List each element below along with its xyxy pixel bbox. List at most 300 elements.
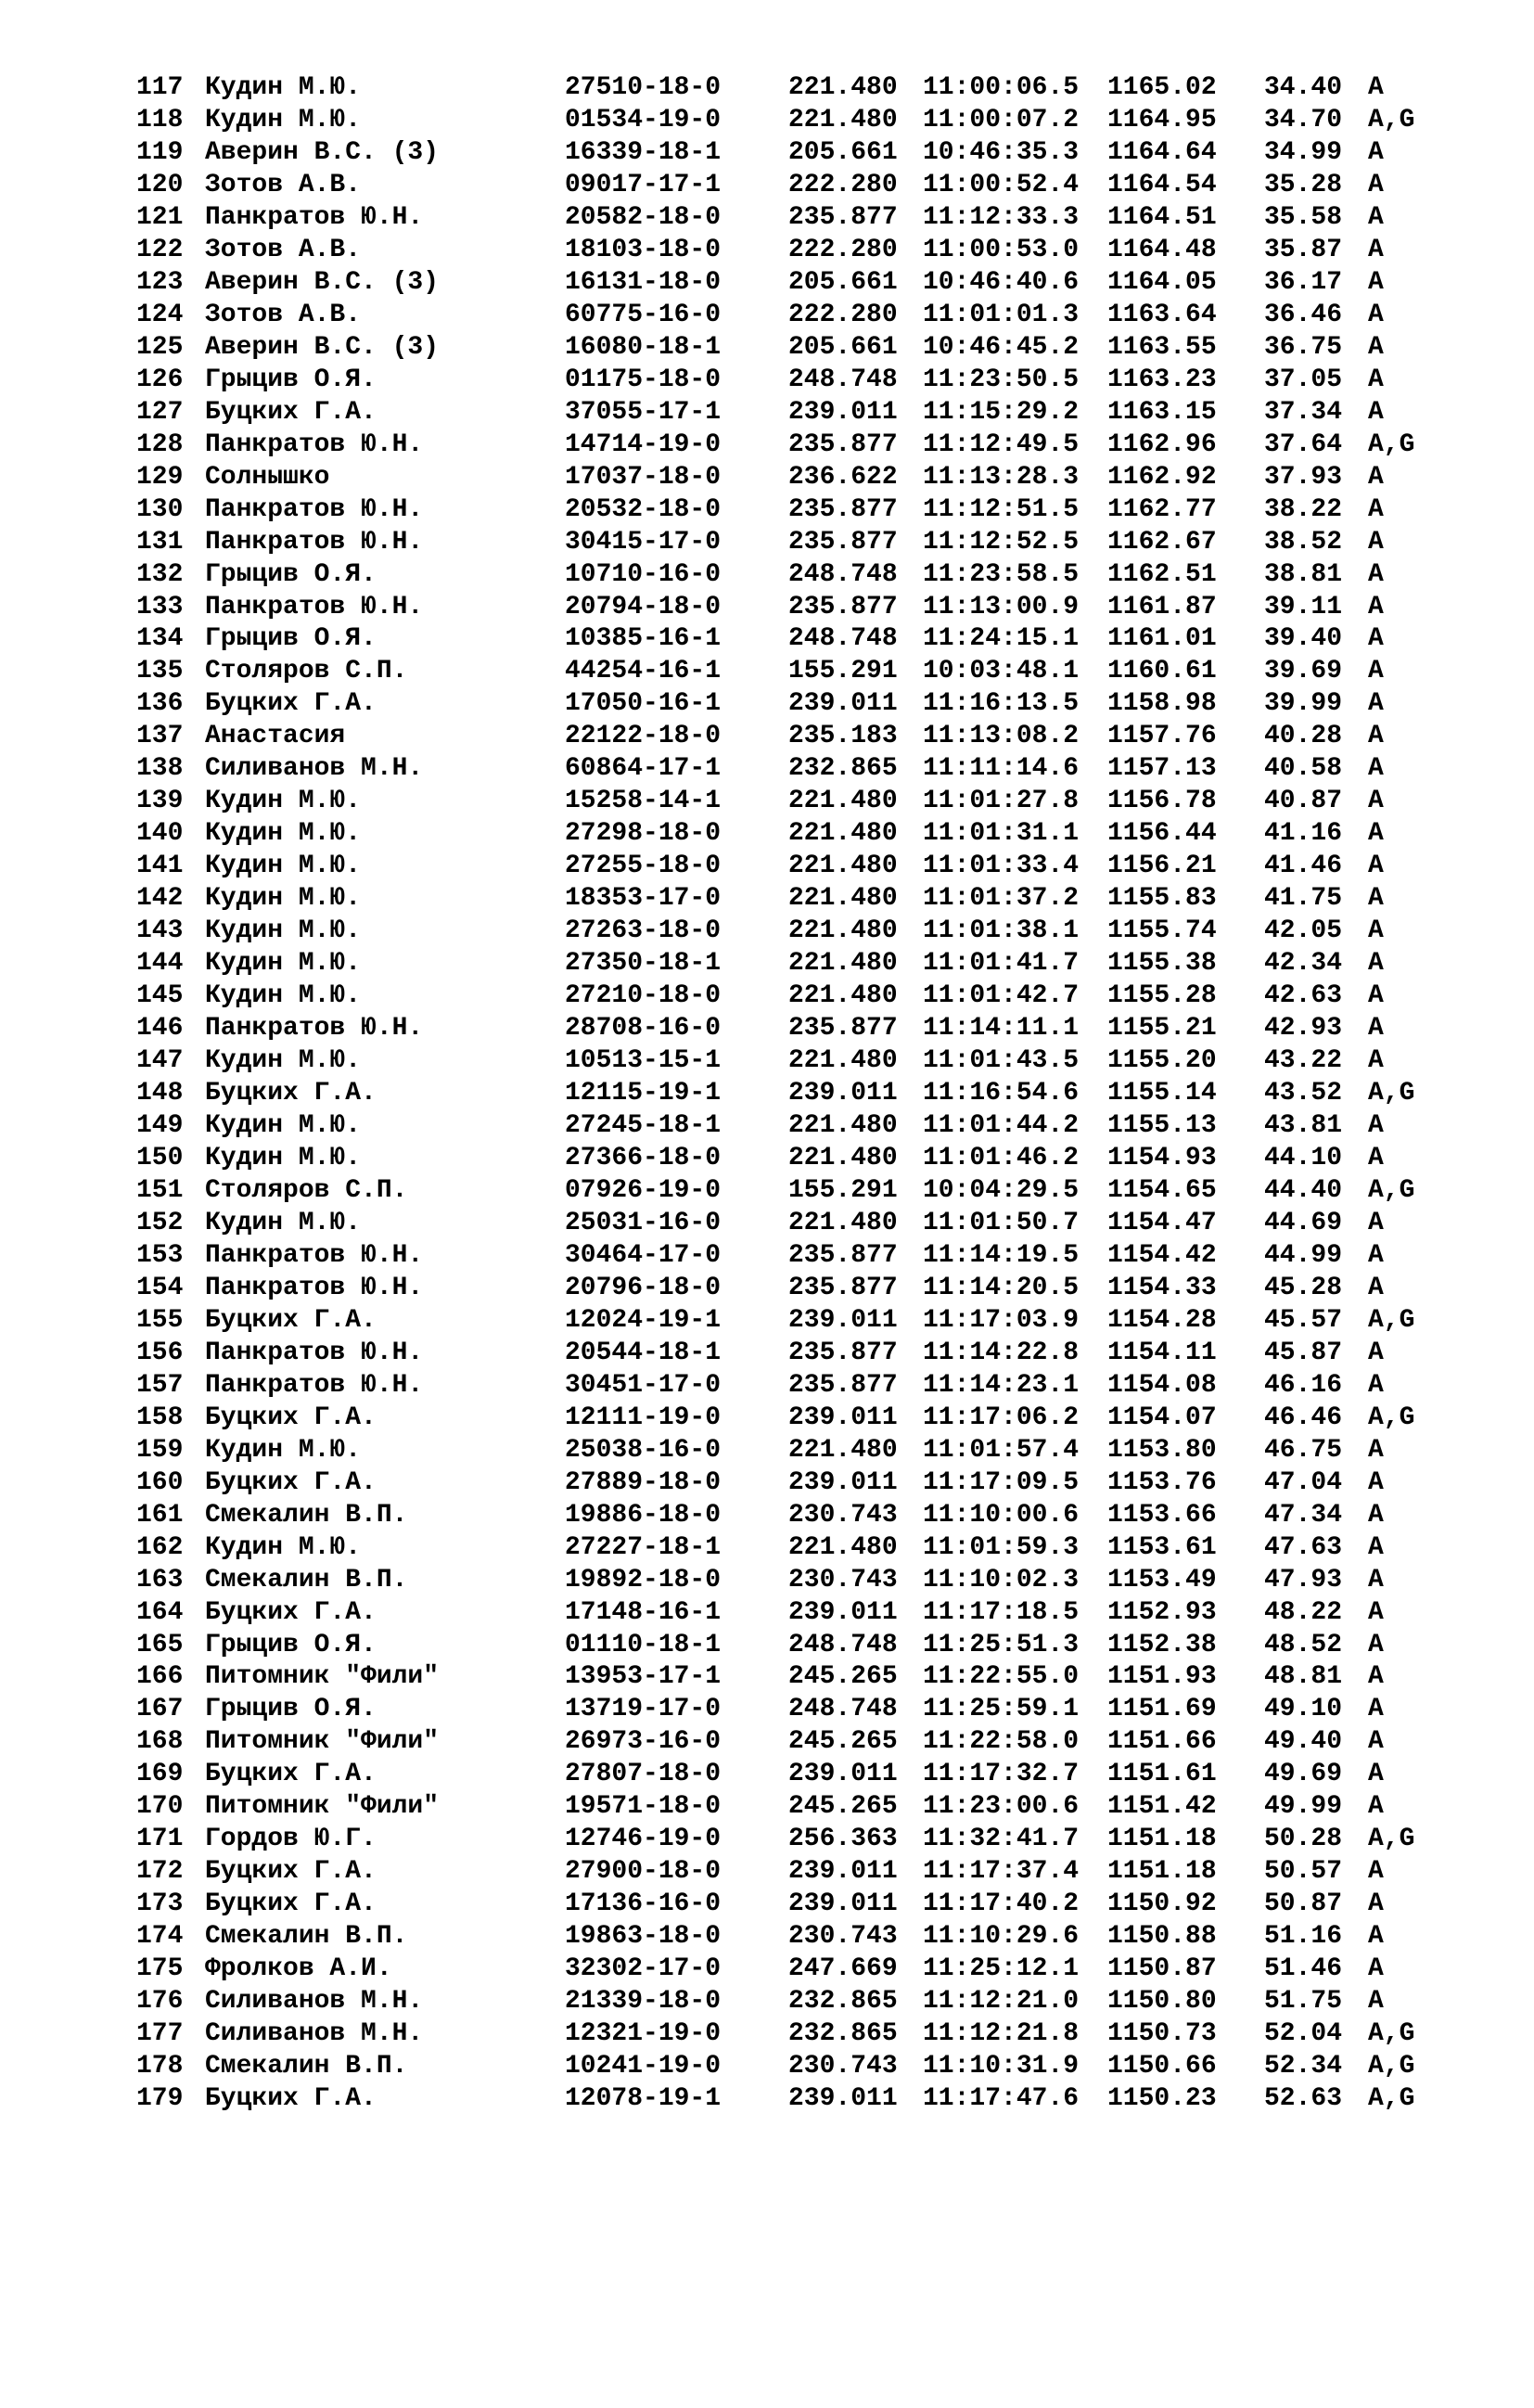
fancier-name: Буцких Г.А. xyxy=(205,2084,377,2114)
distance: 221.480 xyxy=(788,949,898,979)
coefficient: 34.99 xyxy=(1264,137,1343,167)
category-mark: A xyxy=(1368,1889,1384,1919)
arrival-time: 11:12:21.0 xyxy=(923,1987,1080,2017)
distance: 221.480 xyxy=(788,1435,898,1465)
speed: 1162.77 xyxy=(1107,494,1217,524)
distance: 248.748 xyxy=(788,1695,898,1724)
arrival-time: 11:12:52.5 xyxy=(923,527,1080,557)
arrival-time: 11:16:13.5 xyxy=(923,689,1080,719)
coefficient: 44.99 xyxy=(1264,1240,1343,1270)
list-item xyxy=(136,818,1384,851)
category-mark: A xyxy=(1368,787,1384,816)
list-item xyxy=(136,1273,1384,1305)
list-item xyxy=(136,1175,1415,1208)
category-mark: A xyxy=(1368,722,1384,751)
distance: 239.011 xyxy=(788,1857,898,1887)
list-item xyxy=(136,1661,1384,1694)
speed: 1152.93 xyxy=(1107,1597,1217,1627)
speed: 1155.28 xyxy=(1107,981,1217,1011)
list-item xyxy=(136,429,1415,462)
arrival-time: 11:10:02.3 xyxy=(923,1565,1080,1595)
ring-number: 27350-18-1 xyxy=(565,949,722,979)
fancier-name: Кудин М.Ю. xyxy=(205,916,362,946)
speed: 1150.80 xyxy=(1107,1987,1217,2017)
speed: 1150.87 xyxy=(1107,1954,1217,1984)
list-item xyxy=(136,592,1384,624)
arrival-time: 11:12:51.5 xyxy=(923,494,1080,524)
fancier-name: Кудин М.Ю. xyxy=(205,73,362,102)
speed: 1155.13 xyxy=(1107,1111,1217,1140)
arrival-time: 11:11:14.6 xyxy=(923,754,1080,784)
speed: 1155.14 xyxy=(1107,1079,1217,1108)
distance: 235.183 xyxy=(788,722,898,751)
list-item xyxy=(136,1500,1384,1532)
list-item xyxy=(136,1305,1415,1338)
place-number: 129 xyxy=(136,462,184,492)
arrival-time: 11:01:27.8 xyxy=(923,787,1080,816)
fancier-name: Кудин М.Ю. xyxy=(205,819,362,849)
ring-number: 27227-18-1 xyxy=(565,1532,722,1562)
coefficient: 52.63 xyxy=(1264,2084,1343,2114)
distance: 205.661 xyxy=(788,267,898,297)
category-mark: A xyxy=(1368,1922,1384,1952)
coefficient: 43.81 xyxy=(1264,1111,1343,1140)
coefficient: 37.64 xyxy=(1264,429,1343,459)
speed: 1153.66 xyxy=(1107,1500,1217,1530)
category-mark: A,G xyxy=(1368,429,1415,459)
fancier-name: Питомник "Фили" xyxy=(205,1792,440,1822)
speed: 1155.20 xyxy=(1107,1046,1217,1076)
speed: 1156.78 xyxy=(1107,787,1217,816)
fancier-name: Кудин М.Ю. xyxy=(205,787,362,816)
fancier-name: Аверин В.С. (3) xyxy=(205,332,440,362)
speed: 1151.69 xyxy=(1107,1695,1217,1724)
category-mark: A xyxy=(1368,1500,1384,1530)
distance: 232.865 xyxy=(788,2019,898,2049)
distance: 235.877 xyxy=(788,429,898,459)
arrival-time: 11:12:49.5 xyxy=(923,429,1080,459)
category-mark: A xyxy=(1368,1467,1384,1497)
place-number: 167 xyxy=(136,1695,184,1724)
arrival-time: 11:00:07.2 xyxy=(923,105,1080,134)
speed: 1162.51 xyxy=(1107,559,1217,589)
arrival-time: 11:13:28.3 xyxy=(923,462,1080,492)
ring-number: 16339-18-1 xyxy=(565,137,722,167)
coefficient: 45.87 xyxy=(1264,1338,1343,1367)
ring-number: 07926-19-0 xyxy=(565,1175,722,1205)
place-number: 172 xyxy=(136,1857,184,1887)
speed: 1163.23 xyxy=(1107,365,1217,394)
ring-number: 25031-16-0 xyxy=(565,1208,722,1237)
category-mark: A xyxy=(1368,462,1384,492)
place-number: 119 xyxy=(136,137,184,167)
coefficient: 39.99 xyxy=(1264,689,1343,719)
fancier-name: Зотов А.В. xyxy=(205,170,362,199)
coefficient: 44.10 xyxy=(1264,1143,1343,1172)
arrival-time: 10:46:40.6 xyxy=(923,267,1080,297)
category-mark: A xyxy=(1368,73,1384,102)
speed: 1153.80 xyxy=(1107,1435,1217,1465)
coefficient: 45.28 xyxy=(1264,1273,1343,1302)
ring-number: 19863-18-0 xyxy=(565,1922,722,1952)
arrival-time: 11:17:37.4 xyxy=(923,1857,1080,1887)
category-mark: A xyxy=(1368,916,1384,946)
distance: 222.280 xyxy=(788,300,898,329)
ring-number: 27255-18-0 xyxy=(565,852,722,881)
place-number: 150 xyxy=(136,1143,184,1172)
list-item xyxy=(136,202,1384,235)
list-item xyxy=(136,1532,1384,1565)
place-number: 124 xyxy=(136,300,184,329)
ring-number: 16080-18-1 xyxy=(565,332,722,362)
coefficient: 49.69 xyxy=(1264,1760,1343,1789)
distance: 245.265 xyxy=(788,1662,898,1692)
category-mark: A,G xyxy=(1368,1305,1415,1335)
fancier-name: Гордов Ю.Г. xyxy=(205,1825,377,1854)
list-item xyxy=(136,2083,1415,2116)
ring-number: 01534-19-0 xyxy=(565,105,722,134)
fancier-name: Аверин В.С. (3) xyxy=(205,137,440,167)
ring-number: 27263-18-0 xyxy=(565,916,722,946)
place-number: 146 xyxy=(136,1014,184,1044)
distance: 230.743 xyxy=(788,2052,898,2081)
ring-number: 01110-18-1 xyxy=(565,1630,722,1659)
place-number: 126 xyxy=(136,365,184,394)
fancier-name: Питомник "Фили" xyxy=(205,1662,440,1692)
arrival-time: 11:17:18.5 xyxy=(923,1597,1080,1627)
ring-number: 27889-18-0 xyxy=(565,1467,722,1497)
distance: 247.669 xyxy=(788,1954,898,1984)
ring-number: 14714-19-0 xyxy=(565,429,722,459)
arrival-time: 10:04:29.5 xyxy=(923,1175,1080,1205)
list-item xyxy=(136,1791,1384,1824)
arrival-time: 11:17:09.5 xyxy=(923,1467,1080,1497)
fancier-name: Панкратов Ю.Н. xyxy=(205,1338,424,1367)
ring-number: 20794-18-0 xyxy=(565,592,722,621)
place-number: 144 xyxy=(136,949,184,979)
distance: 239.011 xyxy=(788,1305,898,1335)
place-number: 139 xyxy=(136,787,184,816)
fancier-name: Силиванов М.Н. xyxy=(205,2019,424,2049)
ring-number: 27245-18-1 xyxy=(565,1111,722,1140)
category-mark: A,G xyxy=(1368,105,1415,134)
fancier-name: Кудин М.Ю. xyxy=(205,105,362,134)
fancier-name: Грыцив О.Я. xyxy=(205,559,377,589)
list-item xyxy=(136,1045,1384,1078)
list-item xyxy=(136,1565,1384,1597)
category-mark: A xyxy=(1368,754,1384,784)
arrival-time: 11:16:54.6 xyxy=(923,1079,1080,1108)
distance: 155.291 xyxy=(788,1175,898,1205)
arrival-time: 11:13:00.9 xyxy=(923,592,1080,621)
category-mark: A xyxy=(1368,1662,1384,1692)
fancier-name: Буцких Г.А. xyxy=(205,1305,377,1335)
speed: 1153.49 xyxy=(1107,1565,1217,1595)
place-number: 170 xyxy=(136,1792,184,1822)
place-number: 133 xyxy=(136,592,184,621)
distance: 248.748 xyxy=(788,365,898,394)
coefficient: 39.40 xyxy=(1264,624,1343,654)
category-mark: A xyxy=(1368,494,1384,524)
coefficient: 39.69 xyxy=(1264,657,1343,686)
speed: 1164.54 xyxy=(1107,170,1217,199)
place-number: 135 xyxy=(136,657,184,686)
arrival-time: 11:12:21.8 xyxy=(923,2019,1080,2049)
fancier-name: Кудин М.Ю. xyxy=(205,1046,362,1076)
ring-number: 20544-18-1 xyxy=(565,1338,722,1367)
ring-number: 19571-18-0 xyxy=(565,1792,722,1822)
place-number: 164 xyxy=(136,1597,184,1627)
speed: 1153.76 xyxy=(1107,1467,1217,1497)
category-mark: A xyxy=(1368,1727,1384,1757)
speed: 1155.21 xyxy=(1107,1014,1217,1044)
list-item xyxy=(136,851,1384,883)
distance: 221.480 xyxy=(788,1143,898,1172)
category-mark: A xyxy=(1368,1630,1384,1659)
coefficient: 37.93 xyxy=(1264,462,1343,492)
distance: 256.363 xyxy=(788,1825,898,1854)
speed: 1151.18 xyxy=(1107,1857,1217,1887)
coefficient: 50.87 xyxy=(1264,1889,1343,1919)
fancier-name: Панкратов Ю.Н. xyxy=(205,527,424,557)
category-mark: A xyxy=(1368,267,1384,297)
distance: 221.480 xyxy=(788,787,898,816)
speed: 1154.33 xyxy=(1107,1273,1217,1302)
arrival-time: 11:00:52.4 xyxy=(923,170,1080,199)
place-number: 125 xyxy=(136,332,184,362)
place-number: 148 xyxy=(136,1079,184,1108)
coefficient: 47.34 xyxy=(1264,1500,1343,1530)
coefficient: 42.34 xyxy=(1264,949,1343,979)
speed: 1164.64 xyxy=(1107,137,1217,167)
fancier-name: Столяров С.П. xyxy=(205,1175,408,1205)
distance: 221.480 xyxy=(788,852,898,881)
list-item xyxy=(136,1403,1415,1435)
fancier-name: Кудин М.Ю. xyxy=(205,1111,362,1140)
place-number: 168 xyxy=(136,1727,184,1757)
list-item xyxy=(136,462,1384,494)
arrival-time: 11:01:43.5 xyxy=(923,1046,1080,1076)
fancier-name: Буцких Г.А. xyxy=(205,1467,377,1497)
distance: 235.877 xyxy=(788,1370,898,1400)
fancier-name: Кудин М.Ю. xyxy=(205,949,362,979)
speed: 1150.92 xyxy=(1107,1889,1217,1919)
place-number: 120 xyxy=(136,170,184,199)
coefficient: 35.87 xyxy=(1264,235,1343,264)
distance: 205.661 xyxy=(788,332,898,362)
category-mark: A xyxy=(1368,1208,1384,1237)
ring-number: 10513-15-1 xyxy=(565,1046,722,1076)
ring-number: 13953-17-1 xyxy=(565,1662,722,1692)
list-item xyxy=(136,2018,1415,2051)
category-mark: A,G xyxy=(1368,2084,1415,2114)
ring-number: 09017-17-1 xyxy=(565,170,722,199)
category-mark: A,G xyxy=(1368,1403,1415,1432)
list-item xyxy=(136,688,1384,721)
fancier-name: Столяров С.П. xyxy=(205,657,408,686)
place-number: 142 xyxy=(136,884,184,914)
category-mark: A xyxy=(1368,527,1384,557)
speed: 1161.87 xyxy=(1107,592,1217,621)
list-item xyxy=(136,397,1384,429)
category-mark: A xyxy=(1368,1143,1384,1172)
fancier-name: Кудин М.Ю. xyxy=(205,981,362,1011)
coefficient: 42.63 xyxy=(1264,981,1343,1011)
arrival-time: 11:24:15.1 xyxy=(923,624,1080,654)
category-mark: A xyxy=(1368,1532,1384,1562)
ring-number: 20796-18-0 xyxy=(565,1273,722,1302)
fancier-name: Панкратов Ю.Н. xyxy=(205,1370,424,1400)
ring-number: 60864-17-1 xyxy=(565,754,722,784)
place-number: 158 xyxy=(136,1403,184,1432)
arrival-time: 11:17:06.2 xyxy=(923,1403,1080,1432)
list-item xyxy=(136,1370,1384,1403)
place-number: 118 xyxy=(136,105,184,134)
ring-number: 17136-16-0 xyxy=(565,1889,722,1919)
list-item xyxy=(136,1338,1384,1370)
category-mark: A,G xyxy=(1368,1175,1415,1205)
arrival-time: 11:14:22.8 xyxy=(923,1338,1080,1367)
ring-number: 26973-16-0 xyxy=(565,1727,722,1757)
place-number: 137 xyxy=(136,722,184,751)
place-number: 136 xyxy=(136,689,184,719)
speed: 1161.01 xyxy=(1107,624,1217,654)
category-mark: A xyxy=(1368,1046,1384,1076)
list-item xyxy=(136,948,1384,980)
coefficient: 52.04 xyxy=(1264,2019,1343,2049)
place-number: 153 xyxy=(136,1240,184,1270)
list-item xyxy=(136,623,1384,656)
coefficient: 44.40 xyxy=(1264,1175,1343,1205)
ring-number: 27510-18-0 xyxy=(565,73,722,102)
category-mark: A xyxy=(1368,1273,1384,1302)
ring-number: 12321-19-0 xyxy=(565,2019,722,2049)
distance: 239.011 xyxy=(788,1403,898,1432)
speed: 1154.65 xyxy=(1107,1175,1217,1205)
list-item xyxy=(136,1759,1384,1791)
list-item xyxy=(136,980,1384,1013)
list-item xyxy=(136,1824,1415,1856)
coefficient: 43.52 xyxy=(1264,1079,1343,1108)
place-number: 157 xyxy=(136,1370,184,1400)
distance: 221.480 xyxy=(788,884,898,914)
place-number: 165 xyxy=(136,1630,184,1659)
coefficient: 51.16 xyxy=(1264,1922,1343,1952)
arrival-time: 11:17:03.9 xyxy=(923,1305,1080,1335)
category-mark: A xyxy=(1368,884,1384,914)
arrival-time: 11:10:29.6 xyxy=(923,1922,1080,1952)
list-item xyxy=(136,1467,1384,1500)
category-mark: A xyxy=(1368,332,1384,362)
arrival-time: 11:10:31.9 xyxy=(923,2052,1080,2081)
list-item xyxy=(136,2051,1415,2083)
ring-number: 37055-17-1 xyxy=(565,397,722,427)
arrival-time: 11:14:23.1 xyxy=(923,1370,1080,1400)
place-number: 138 xyxy=(136,754,184,784)
fancier-name: Кудин М.Ю. xyxy=(205,1143,362,1172)
arrival-time: 10:46:45.2 xyxy=(923,332,1080,362)
distance: 239.011 xyxy=(788,1889,898,1919)
list-item xyxy=(136,721,1384,753)
arrival-time: 11:00:06.5 xyxy=(923,73,1080,102)
distance: 235.877 xyxy=(788,1273,898,1302)
fancier-name: Кудин М.Ю. xyxy=(205,1532,362,1562)
category-mark: A xyxy=(1368,592,1384,621)
category-mark: A xyxy=(1368,1370,1384,1400)
coefficient: 45.57 xyxy=(1264,1305,1343,1335)
speed: 1155.74 xyxy=(1107,916,1217,946)
distance: 222.280 xyxy=(788,170,898,199)
distance: 239.011 xyxy=(788,2084,898,2114)
speed: 1158.98 xyxy=(1107,689,1217,719)
ring-number: 27298-18-0 xyxy=(565,819,722,849)
distance: 232.865 xyxy=(788,1987,898,2017)
ring-number: 27366-18-0 xyxy=(565,1143,722,1172)
category-mark: A xyxy=(1368,624,1384,654)
list-item xyxy=(136,105,1415,137)
place-number: 171 xyxy=(136,1825,184,1854)
list-item xyxy=(136,72,1384,105)
arrival-time: 11:17:47.6 xyxy=(923,2084,1080,2114)
list-item xyxy=(136,656,1384,688)
arrival-time: 11:22:58.0 xyxy=(923,1727,1080,1757)
arrival-time: 11:32:41.7 xyxy=(923,1825,1080,1854)
distance: 235.877 xyxy=(788,1240,898,1270)
speed: 1156.21 xyxy=(1107,852,1217,881)
list-item xyxy=(136,883,1384,916)
fancier-name: Кудин М.Ю. xyxy=(205,884,362,914)
ring-number: 28708-16-0 xyxy=(565,1014,722,1044)
speed: 1154.11 xyxy=(1107,1338,1217,1367)
category-mark: A xyxy=(1368,949,1384,979)
speed: 1155.83 xyxy=(1107,884,1217,914)
fancier-name: Буцких Г.А. xyxy=(205,397,377,427)
coefficient: 51.75 xyxy=(1264,1987,1343,2017)
ring-number: 01175-18-0 xyxy=(565,365,722,394)
place-number: 178 xyxy=(136,2052,184,2081)
arrival-time: 11:17:40.2 xyxy=(923,1889,1080,1919)
place-number: 161 xyxy=(136,1500,184,1530)
distance: 221.480 xyxy=(788,73,898,102)
category-mark: A,G xyxy=(1368,2019,1415,2049)
ring-number: 27210-18-0 xyxy=(565,981,722,1011)
ring-number: 15258-14-1 xyxy=(565,787,722,816)
distance: 239.011 xyxy=(788,1467,898,1497)
ring-number: 12115-19-1 xyxy=(565,1079,722,1108)
arrival-time: 11:01:50.7 xyxy=(923,1208,1080,1237)
distance: 221.480 xyxy=(788,105,898,134)
coefficient: 47.04 xyxy=(1264,1467,1343,1497)
speed: 1151.93 xyxy=(1107,1662,1217,1692)
list-item xyxy=(136,300,1384,332)
coefficient: 48.22 xyxy=(1264,1597,1343,1627)
place-number: 149 xyxy=(136,1111,184,1140)
place-number: 179 xyxy=(136,2084,184,2114)
place-number: 163 xyxy=(136,1565,184,1595)
fancier-name: Буцких Г.А. xyxy=(205,1760,377,1789)
category-mark: A xyxy=(1368,852,1384,881)
fancier-name: Анастасия xyxy=(205,722,346,751)
fancier-name: Грыцив О.Я. xyxy=(205,1630,377,1659)
speed: 1164.05 xyxy=(1107,267,1217,297)
place-number: 152 xyxy=(136,1208,184,1237)
list-item xyxy=(136,1597,1384,1630)
place-number: 140 xyxy=(136,819,184,849)
category-mark: A xyxy=(1368,1565,1384,1595)
coefficient: 40.28 xyxy=(1264,722,1343,751)
arrival-time: 11:23:50.5 xyxy=(923,365,1080,394)
distance: 221.480 xyxy=(788,1532,898,1562)
